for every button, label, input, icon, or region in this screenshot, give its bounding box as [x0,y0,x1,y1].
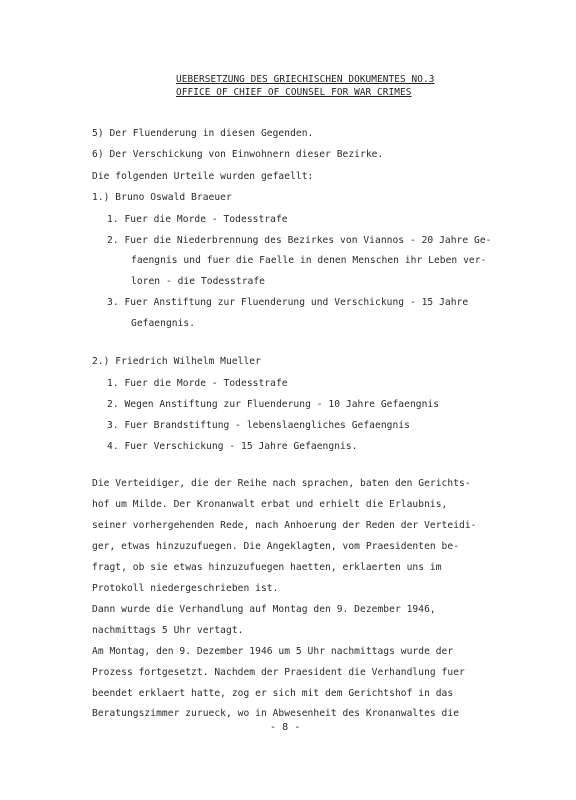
text-line: Am Montag, den 9. Dezember 1946 um 5 Uhr nachmittags wurde der [92,646,454,657]
text-line: Die folgenden Urteile wurden gefaellt: [92,171,314,182]
text-line: 5) Der Fluenderung in diesen Gegenden. [92,128,314,139]
text-line: loren - die Todesstrafe [131,276,265,287]
text-line: 3. Fuer Brandstiftung - lebenslaengliches Gefaengnis [107,420,410,431]
document-header-office: OFFICE OF CHIEF OF COUNSEL FOR WAR CRIMES [176,87,412,98]
page-number: - 8 - [270,722,301,733]
text-line: 3. Fuer Anstiftung zur Fluenderung und Verschickung - 15 Jahre [107,297,469,308]
text-line: faengnis und fuer die Faelle in denen Menschen ihr Leben ver- [131,255,487,266]
text-line: 1. Fuer die Morde - Todesstrafe [107,378,288,389]
text-line: beendet erklaert hatte, zog er sich mit dem Gerichtshof in das [92,688,454,699]
text-line: Protokoll niedergeschrieben ist. [92,583,279,594]
text-line: Die Verteidiger, die der Reihe nach sprachen, baten den Gerichts- [92,478,471,489]
text-line: 4. Fuer Verschickung - 15 Jahre Gefaengnis. [107,441,358,452]
text-line: Dann wurde die Verhandlung auf Montag den 9. Dezember 1946, [92,604,436,615]
text-line: 2.) Friedrich Wilhelm Mueller [92,356,261,367]
text-line: fragt, ob sie etwas hinzuzufuegen haetten, erklaerten uns im [92,562,442,573]
text-line: Beratungszimmer zurueck, wo in Abwesenheit des Kronanwaltes die [92,708,460,719]
text-line: Prozess fortgesetzt. Nachdem der Praesident die Verhandlung fuer [92,667,465,678]
text-line: ger, etwas hinzuzufuegen. Die Angeklagten, vom Praesidenten be- [92,541,460,552]
text-line: nachmittags 5 Uhr vertagt. [92,625,244,636]
text-line: 6) Der Verschickung von Einwohnern dieser Bezirke. [92,149,384,160]
document-header-title: UEBERSETZUNG DES GRIECHISCHEN DOKUMENTES NO.3 [176,74,435,85]
text-line: 2. Fuer die Niederbrennung des Bezirkes von Viannos - 20 Jahre Ge- [107,235,492,246]
text-line: Gefaengnis. [131,318,196,329]
text-line: 1.) Bruno Oswald Braeuer [92,192,232,203]
text-line: hof um Milde. Der Kronanwalt erbat und erhielt die Erlaubnis, [92,499,448,510]
text-line: 2. Wegen Anstiftung zur Fluenderung - 10 Jahre Gefaengnis [107,399,440,410]
text-line: 1. Fuer die Morde - Todesstrafe [107,214,288,225]
text-line: seiner vorhergehenden Rede, nach Anhoerung der Reden der Verteidi- [92,520,477,531]
